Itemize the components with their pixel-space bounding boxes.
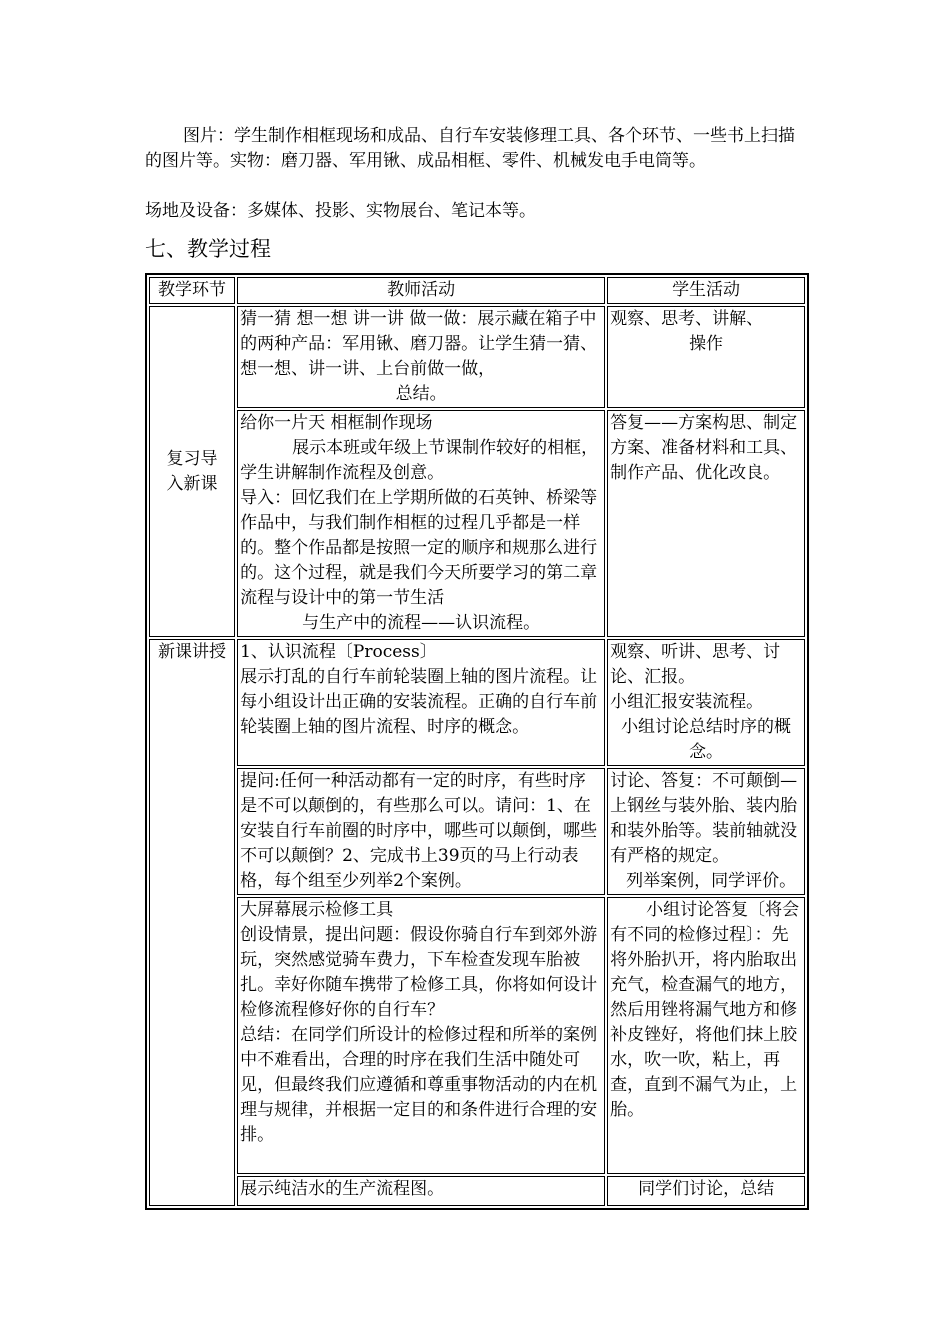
intro-paragraph-materials: 图片：学生制作相框现场和成品、自行车安装修理工具、各个环节、一些书上扫描的图片等。实物：磨刀器、军用锹、成品相框、零件、机械发电手电筒等。 xyxy=(145,126,795,171)
table-row xyxy=(149,306,805,408)
student-text: 观察、思考、讲解、 xyxy=(610,309,764,329)
table-row xyxy=(149,1176,805,1206)
teacher-text: 展示纯洁水的生产流程图。 xyxy=(240,1179,445,1199)
teacher-text: 提问:任何一种活动都有一定的时序，有些时序是不可以颠倒的，有些那么可以。请问：1、在安装自行车前圈的时序中，哪些可以颠倒，哪些不可以颠倒？2、完成书上39页的马上行动表格，每个组至少列举2个案例。 xyxy=(240,771,598,891)
teacher-text: 展示打乱的自行车前轮装圈上轴的图片流程。让每小组设计出正确的安装流程。正确的自行车前轮装圈上轴的图片流程、时序的概念。 xyxy=(240,667,598,737)
stage-review-intro-label: 复习导入新课 xyxy=(166,448,218,494)
teacher-text: 大屏幕展示检修工具 xyxy=(240,900,394,920)
teacher-cell xyxy=(237,410,605,637)
student-cell xyxy=(607,639,805,766)
teacher-text: 猜一猜 想一想 讲一讲 做一做：展示藏在箱子中的两种产品：军用锹、磨刀器。让学生猜一猜、想一想、讲一讲、上台前做一做， xyxy=(240,309,598,379)
student-text: 列举案例，同学评价。 xyxy=(626,871,797,891)
teacher-text: 总结。 xyxy=(395,384,447,404)
student-cell xyxy=(607,1176,805,1206)
intro-paragraph-venue: 场地及设备：多媒体、投影、实物展台、笔记本等。 xyxy=(145,201,536,221)
header-student-activity: 学生活动 xyxy=(607,277,805,304)
teacher-cell xyxy=(237,768,605,895)
teacher-text: 与生产中的流程——认识流程。 xyxy=(302,613,541,633)
teacher-cell xyxy=(237,639,605,766)
student-text: 小组汇报安装流程。 xyxy=(610,692,764,712)
teacher-cell xyxy=(237,897,605,1174)
teaching-process-table xyxy=(145,273,809,1210)
table-header-row xyxy=(149,277,805,304)
student-text: 小组讨论总结时序的概 xyxy=(621,717,792,737)
table-row xyxy=(149,897,805,1174)
section-heading: 七、教学过程 xyxy=(145,237,271,261)
student-cell xyxy=(607,306,805,408)
student-cell xyxy=(607,410,805,637)
student-text: 观察、听讲、思考、讨论、汇报。 xyxy=(610,642,781,687)
teacher-text: 1、认识流程〔Process〕 xyxy=(240,642,437,662)
table-row xyxy=(149,410,805,637)
teacher-text: 创设情景，提出问题：假设你骑自行车到郊外游玩，突然感觉骑车费力，下车检查发现车胎被扎。幸好你随车携带了检修工具，你将如何设计检修流程修好你的自行车？ xyxy=(240,925,598,1020)
teacher-text: 总结：在同学们所设计的检修过程和所举的案例中不难看出，合理的时序在我们生活中随处可见，但最终我们应遵循和尊重事物活动的内在机理与规律，并根据一定目的和条件进行合理的安排。 xyxy=(240,1025,598,1145)
header-teacher-activity: 教师活动 xyxy=(237,277,605,304)
student-text: 操作 xyxy=(689,334,724,354)
teacher-text: 给你一片天 相框制作现场 xyxy=(240,413,433,433)
table-row xyxy=(149,768,805,895)
student-text: 念。 xyxy=(689,742,724,762)
blank-line xyxy=(240,1148,602,1173)
student-cell xyxy=(607,768,805,895)
teacher-cell xyxy=(237,306,605,408)
student-text: 同学们讨论，总结 xyxy=(638,1179,775,1199)
table-row xyxy=(149,639,805,766)
student-text: 小组讨论答复〔将会有不同的检修过程〕：先将外胎扒开，将内胎取出充气，检查漏气的地方，然后用锉将漏气地方和修补皮锉好，将他们抹上胶水，吹一吹，粘上，再查，直到不漏气为止，上胎。 xyxy=(610,900,800,1120)
student-cell xyxy=(607,897,805,1174)
teacher-cell xyxy=(237,1176,605,1206)
header-stage: 教学环节 xyxy=(149,277,235,304)
teacher-text: 导入：回忆我们在上学期所做的石英钟、桥梁等作品中，与我们制作相框的过程几乎都是一样的。整个作品都是按照一定的顺序和规那么进行的。这个过程，就是我们今天所要学习的第二章流程与设计中的第一节生活 xyxy=(240,488,598,608)
stage-new-lesson: 新课讲授 xyxy=(149,639,235,1206)
stage-review-intro xyxy=(149,306,235,637)
teacher-text: 展示本班或年级上节课制作较好的相框，学生讲解制作流程及创意。 xyxy=(240,438,599,483)
student-text: 答复——方案构思、制定方案、准备材料和工具、制作产品、优化改良。 xyxy=(610,413,798,483)
student-text: 讨论、答复：不可颠倒—上钢丝与装外胎、装内胎和装外胎等。装前轴就没有严格的规定。 xyxy=(610,771,798,866)
